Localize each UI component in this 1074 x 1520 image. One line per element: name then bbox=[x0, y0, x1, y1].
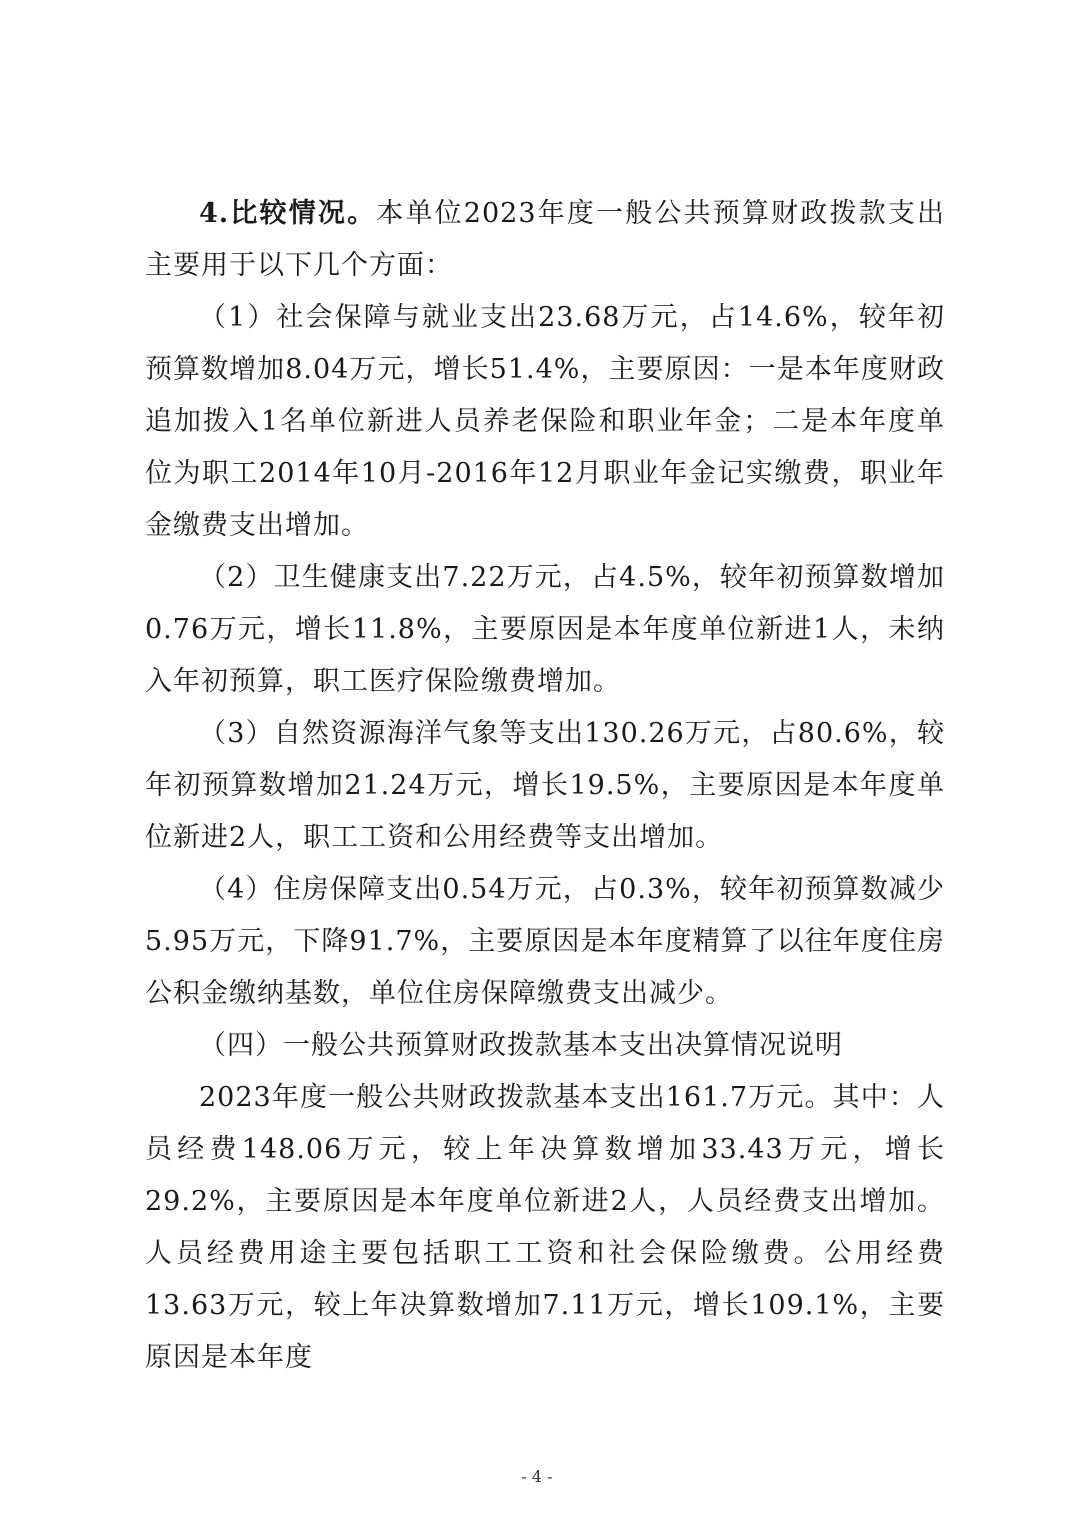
paragraph-health: （2）卫生健康支出7.22万元，占4.5%，较年初预算数增加0.76万元，增长11.8%，主要原因是本年度单位新进1人，未纳入年初预算，职工医疗保险缴费增加。 bbox=[145, 562, 945, 697]
paragraph-social-security: （1）社会保障与就业支出23.68万元，占14.6%，较年初预算数增加8.04万元，增长51.4%，主要原因：一是本年度财政追加拨入1名单位新进人员养老保险和职业年金；二是本年度单位为职工2014年10月-2016年12月职业年金记实缴费，职业年金缴费支出增加。 bbox=[145, 302, 945, 541]
paragraph-basic-expenditure: 2023年度一般公共财政拨款基本支出161.7万元。其中：人员经费148.06万元，较上年决算数增加33.43万元，增长29.2%，主要原因是本年度单位新进2人，人员经费支出增加。人员经费用途主要包括职工工资和社会保险缴费。公用经费13.63万元，较上年决算数增加7.11万元，增长109.1%，主要原因是本年度 bbox=[145, 1082, 945, 1373]
paragraph-text: 本单位2023年度一般公共预算财政拨款支出主要用于以下几个方面： bbox=[145, 198, 946, 281]
paragraph-comparison bbox=[145, 188, 945, 292]
paragraph-lead: 4.比较情况。 bbox=[199, 198, 377, 229]
page-number: - 4 - bbox=[521, 1467, 553, 1486]
paragraph-natural-resources: （3）自然资源海洋气象等支出130.26万元，占80.6%，较年初预算数增加21.24万元，增长19.5%，主要原因是本年度单位新进2人，职工工资和公用经费等支出增加。 bbox=[145, 718, 945, 853]
document-body bbox=[145, 188, 945, 1384]
section-heading: （四）一般公共预算财政拨款基本支出决算情况说明 bbox=[199, 1030, 843, 1061]
paragraph-housing: （4）住房保障支出0.54万元，占0.3%，较年初预算数减少5.95万元，下降91.7%，主要原因是本年度精算了以往年度住房公积金缴纳基数，单位住房保障缴费支出减少。 bbox=[145, 874, 945, 1009]
